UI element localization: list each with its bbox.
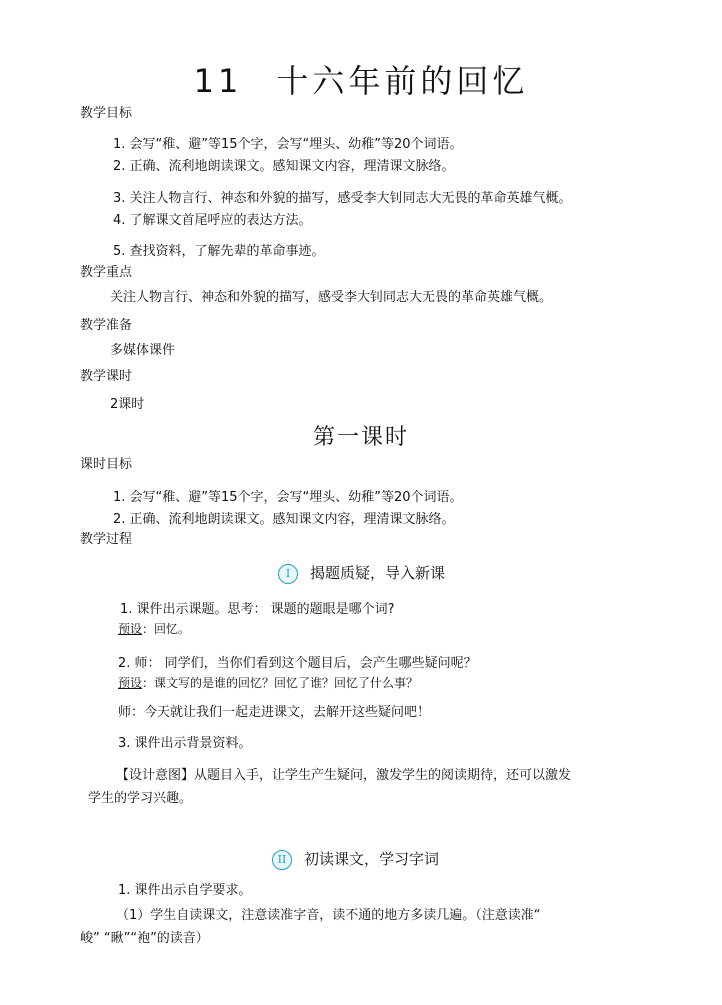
hours-text: 2课时: [110, 397, 145, 412]
goals-heading: 教学目标: [80, 106, 133, 121]
design-intent-line-2: 学生的学习兴趣。: [88, 791, 193, 806]
s1-teacher-line: 师：今天就让我们一起走进课文，去解开这些疑问吧！: [118, 705, 431, 720]
s1-step-2: 2. 师： 同学们，当你们看到这个题目后，会产生哪些疑问呢？: [118, 656, 477, 671]
s2-step-1: 1. 课件出示自学要求。: [118, 883, 252, 898]
preset-label: 预设: [118, 676, 143, 690]
goal-item-1: 1. 会写“稚、避”等15个字，会写“埋头、幼稚”等20个词语。: [113, 137, 463, 152]
lesson-heading: 第一课时: [312, 425, 409, 450]
section-2-heading: [272, 848, 439, 870]
section-1-heading: [278, 562, 445, 584]
section-2-title: 初读课文，学习字词: [304, 850, 440, 868]
goal-item-4: 4. 了解课文首尾呼应的表达方法。: [113, 213, 312, 228]
design-intent-line-1: 【设计意图】从题目入手，让学生产生疑问，激发学生的阅读期待，还可以激发: [116, 768, 572, 783]
s1-step-3: 3. 课件出示背景资料。: [118, 736, 252, 751]
goal-item-5: 5. 查找资料，了解先辈的革命事迹。: [113, 244, 325, 259]
section-1-title: 揭题质疑，导入新课: [310, 564, 446, 582]
s2-item-1-line-1: （1）学生自读课文，注意读准字音，读不通的地方多读几遍。（注意读准“: [116, 908, 541, 923]
s1-answer-1-text: ：回忆。: [142, 622, 191, 636]
key-points-heading: 教学重点: [80, 265, 133, 280]
roman-two-icon: II: [272, 850, 292, 870]
lesson-goal-2: 2. 正确、流利地朗读课文。感知课文内容，理清课文脉络。: [113, 512, 455, 527]
s1-answer-2: [118, 674, 418, 691]
roman-one-icon: I: [278, 564, 298, 584]
preparation-heading: 教学准备: [80, 318, 133, 333]
s1-answer-1: [118, 620, 190, 637]
s2-item-1-line-2: 峻” “瞅”“袍”的读音）: [80, 931, 209, 946]
goal-item-3: 3. 关注人物言行、神态和外貌的描写，感受李大钊同志大无畏的革命英雄气概。: [113, 191, 572, 206]
page-title: [0, 56, 722, 102]
lesson-title-text: 十六年前的回忆: [276, 62, 529, 100]
lesson-goals-heading: 课时目标: [80, 457, 133, 472]
preset-label: 预设: [118, 622, 143, 636]
goal-item-2: 2. 正确、流利地朗读课文。感知课文内容，理清课文脉络。: [113, 159, 455, 174]
hours-heading: 教学课时: [80, 369, 133, 384]
process-heading: 教学过程: [80, 532, 133, 547]
lesson-goal-1: 1. 会写“稚、避”等15个字，会写“埋头、幼稚”等20个词语。: [113, 490, 463, 505]
lesson-number: 11: [193, 62, 243, 100]
s1-answer-2-text: ：课文写的是谁的回忆？回忆了谁？回忆了什么事？: [142, 676, 419, 690]
preparation-text: 多媒体课件: [110, 343, 176, 358]
s1-step-1: 1. 课件出示课题。思考： 课题的题眼是哪个词?: [120, 602, 395, 617]
key-points-text: 关注人物言行、神态和外貌的描写，感受李大钊同志大无畏的革命英雄气概。: [110, 290, 553, 305]
